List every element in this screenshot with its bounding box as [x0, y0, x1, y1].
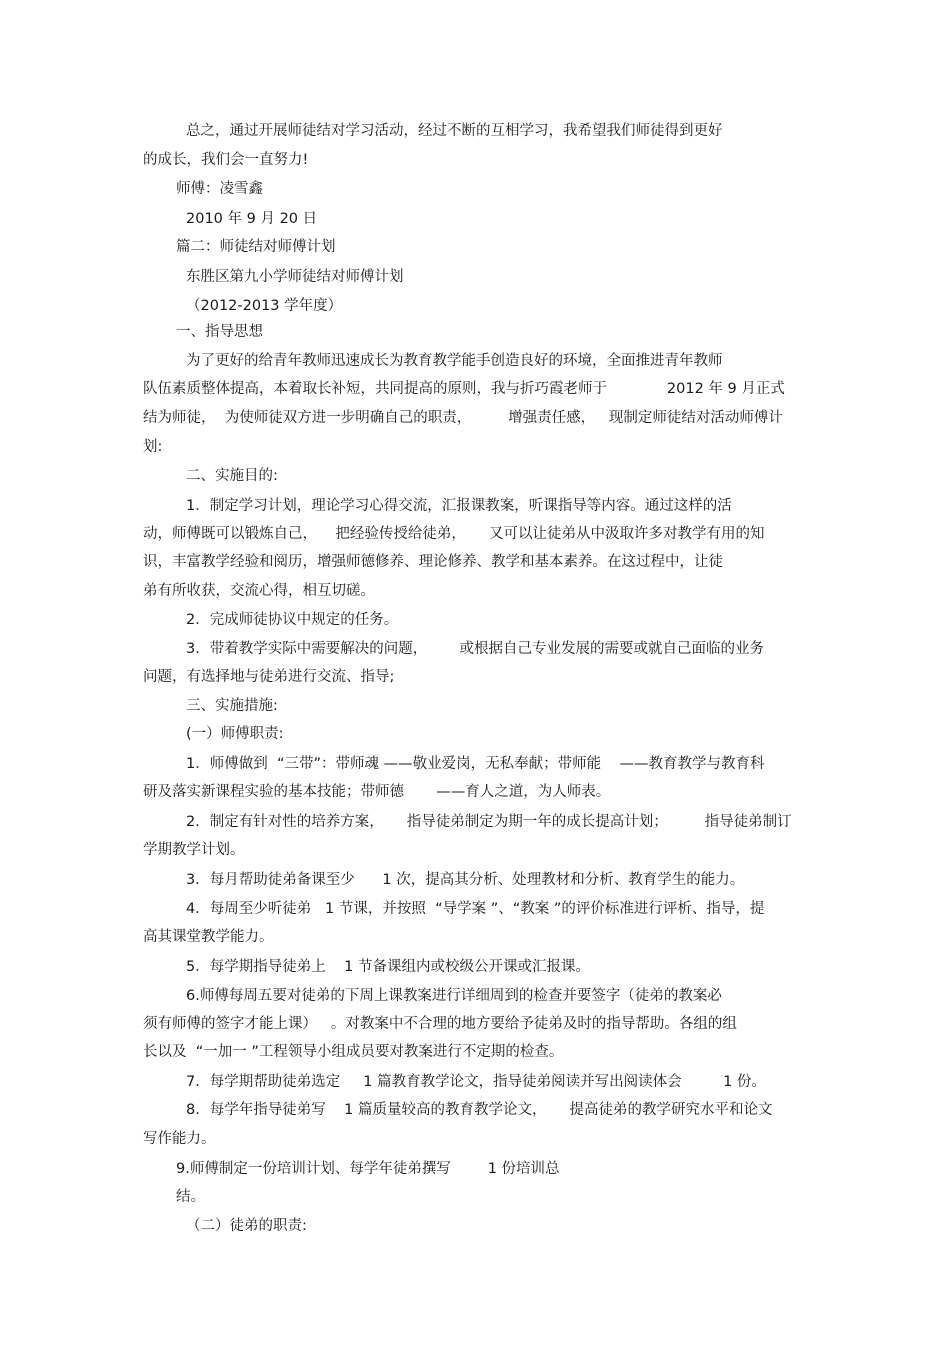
- paragraph-line: 结。: [176, 1189, 205, 1205]
- academic-year: （2012-2013 学年度）: [186, 298, 343, 314]
- signature-line: 师傅：凌雪鑫: [176, 181, 263, 197]
- paragraph-line: 队伍素质整体提高，本着取长补短，共同提高的原则，我与折巧霞老师于 2012 年 9 月正式: [143, 381, 785, 397]
- heading-1: 一、指导思想: [176, 324, 263, 340]
- heading-3: 三、实施措施:: [186, 698, 278, 714]
- paragraph-line: 划:: [143, 439, 163, 455]
- paragraph-line: 2．制定有针对性的培养方案， 指导徒弟制定为期一年的成长提高计划； 指导徒弟制订: [186, 814, 792, 830]
- paragraph-line: 长以及 “一加一 ”工程领导小组成员要对教案进行不定期的检查。: [143, 1044, 564, 1060]
- paragraph-line: 6.师傅每周五要对徒弟的下周上课教案进行详细周到的检查并要签字（徒弟的教案必: [186, 988, 722, 1004]
- paragraph-line: 结为师徒， 为使师徒双方进一步明确自己的职责， 增强责任感， 现制定师徒结对活动师傅计: [143, 410, 783, 426]
- paragraph-line: 须有师傅的签字才能上课） 。对教案中不合理的地方要给予徒弟及时的指导帮助。各组的组: [143, 1016, 737, 1032]
- document-title: 东胜区第九小学师徒结对师傅计划: [186, 269, 404, 285]
- paragraph-line: 识，丰富教学经验和阅历，增强师德修养、理论修养、教学和基本素养。在这过程中，让徒: [143, 554, 723, 570]
- paragraph-line: 研及落实新课程实验的基本技能；带师德 ——育人之道，为人师表。: [143, 784, 611, 800]
- paragraph-line: 1．制定学习计划，理论学习心得交流，汇报课教案，听课指导等内容。通过这样的活: [186, 498, 732, 514]
- paragraph-line: 高其课堂教学能力。: [143, 929, 274, 945]
- paragraph-line: 总之，通过开展师徒结对学习活动，经过不断的互相学习，我希望我们师徒得到更好: [186, 123, 723, 139]
- section-title: 篇二：师徒结对师傅计划: [176, 239, 336, 255]
- paragraph-line: 1．师傅做到 “三带”：带师魂 ——敬业爱岗，无私奉献；带师能 ——教育教学与教育科: [186, 756, 765, 772]
- paragraph-line: 8．每学年指导徒弟写 1 篇质量较高的教育教学论文， 提高徒弟的教学研究水平和论文: [186, 1102, 773, 1118]
- paragraph-line: 2．完成师徒协议中规定的任务。: [186, 612, 399, 628]
- paragraph-line: 5．每学期指导徒弟上 1 节备课组内或校级公开课或汇报课。: [186, 959, 590, 975]
- paragraph-line: 为了更好的给青年教师迅速成长为教育教学能手创造良好的环境，全面推进青年教师: [186, 353, 723, 369]
- paragraph-line: 的成长，我们会一直努力!: [143, 152, 309, 168]
- date-line: 2010 年 9 月 20 日: [186, 211, 318, 227]
- paragraph-line: 3．每月帮助徒弟备课至少 1 次，提高其分析、处理教材和分析、教育学生的能力。: [186, 872, 745, 888]
- paragraph-line: 学期教学计划。: [143, 842, 245, 858]
- paragraph-line: 3．带着教学实际中需要解决的问题， 或根据自己专业发展的需要或就自己面临的业务: [186, 641, 764, 657]
- paragraph-line: 7．每学期帮助徒弟选定 1 篇教育教学论文，指导徒弟阅读并写出阅读体会 1 份。: [186, 1074, 766, 1090]
- paragraph-line: 问题，有选择地与徒弟进行交流、指导;: [143, 669, 395, 685]
- subheading: （二）徒弟的职责:: [186, 1218, 307, 1234]
- subheading: (一）师傅职责:: [186, 726, 284, 742]
- paragraph-line: 4．每周至少听徒弟 1 节课，并按照 “导学案 ”、“教案 ”的评价标准进行评析、指导，提: [186, 901, 765, 917]
- paragraph-line: 弟有所收获，交流心得，相互切磋。: [143, 583, 375, 599]
- paragraph-line: 动，师傅既可以锻炼自己， 把经验传授给徒弟， 又可以让徒弟从中汲取许多对教学有用的知: [143, 526, 765, 542]
- paragraph-line: 9.师傅制定一份培训计划、每学年徒弟撰写 1 份培训总: [176, 1161, 560, 1177]
- paragraph-line: 写作能力。: [143, 1131, 216, 1147]
- heading-2: 二、实施目的:: [186, 468, 278, 484]
